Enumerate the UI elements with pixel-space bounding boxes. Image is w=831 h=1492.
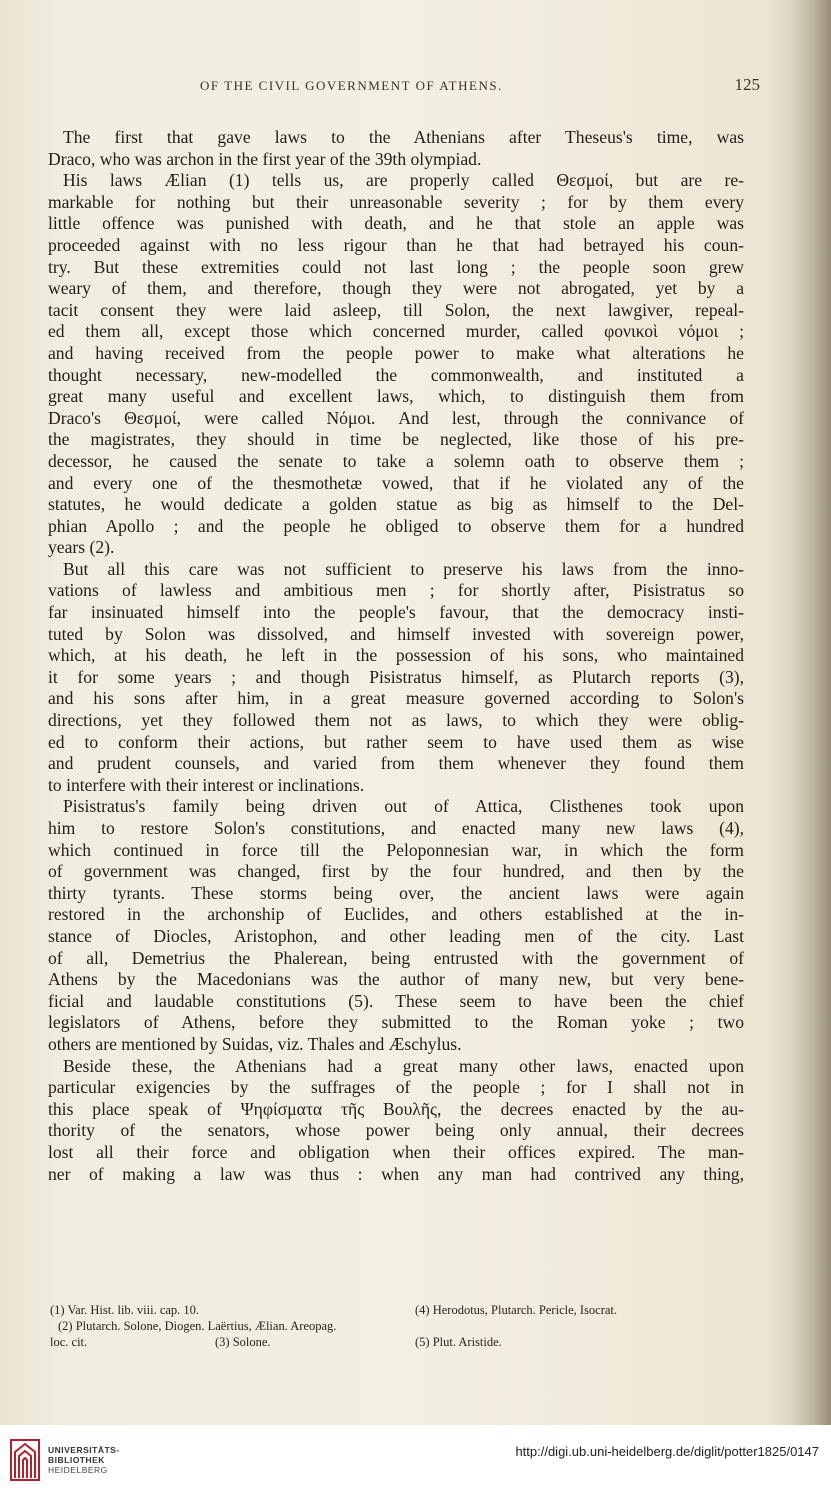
text-line: restored in the archonship of Euclides, and others established at the in- xyxy=(48,904,744,925)
text-line: little offence was punished with death, and he that stole an apple was xyxy=(48,213,744,234)
text-line: great many useful and excellent laws, which, to distinguish them from xyxy=(48,386,744,407)
university-library-logo-icon xyxy=(10,1438,40,1482)
text-line: stance of Diocles, Aristophon, and other leading men of the city. Last xyxy=(48,925,744,946)
text-line: ner of making a law was thus : when any man had contrived any thing, xyxy=(48,1163,744,1184)
text-line: tuted by Solon was dissolved, and himself invested with sovereign power, xyxy=(48,623,744,644)
footnote-row xyxy=(50,1318,750,1334)
text-line: ed to conform their actions, but rather seem to have used them as wise xyxy=(48,731,744,752)
text-line: which, at his death, he left in the possession of his sons, who maintained xyxy=(48,645,744,666)
text-line: others are mentioned by Suidas, viz. Thales and Æschylus. xyxy=(48,1033,462,1054)
text-line: legislators of Athens, before they submitted to the Roman yoke ; two xyxy=(48,1012,744,1033)
text-line: this place speak of Ψηφίσματα τῆς Βουλῆς, the decrees enacted by the au- xyxy=(48,1098,744,1119)
text-line: which continued in force till the Peloponnesian war, in which the form xyxy=(48,839,744,860)
text-line: markable for nothing but their unreasonable severity ; for by them every xyxy=(48,191,744,212)
text-line: lost all their force and obligation when their offices expired. The man- xyxy=(48,1141,744,1162)
text-line: ficial and laudable constitutions (5). These seem to have been the chief xyxy=(48,990,744,1011)
text-line: Athens by the Macedonians was the author of many new, but very bene- xyxy=(48,969,744,990)
text-line: him to restore Solon's constitutions, and enacted many new laws (4), xyxy=(48,818,744,838)
text-line: and prudent counsels, and varied from them whenever they found them xyxy=(48,753,744,774)
library-name-line-2: BIBLIOTHEK xyxy=(48,1455,105,1465)
text-line: The first that gave laws to the Athenians after Theseus's time, was xyxy=(63,127,744,147)
footnote-row xyxy=(50,1302,750,1318)
text-line: His laws Ælian (1) tells us, are properly called Θεσμοί, but are re- xyxy=(63,170,744,191)
text-line: proceeded against with no less rigour than he that had betrayed his coun- xyxy=(48,234,744,255)
footnote-1: (1) Var. Hist. lib. viii. cap. 10. xyxy=(50,1303,200,1317)
footnote-5: (5) Plut. Aristide. xyxy=(415,1335,502,1349)
source-url-link[interactable]: http://digi.ub.uni-heidelberg.de/diglit/potter1825/0147 xyxy=(515,1444,819,1459)
text-line: and his sons after him, in a great measure governed according to Solon's xyxy=(48,688,744,709)
text-line: ed them all, except those which concerned murder, called φονικοὶ νόμοι ; xyxy=(48,321,744,342)
text-line: statutes, he would dedicate a golden statue as big as himself to the Del- xyxy=(48,494,744,515)
text-line: Draco's Θεσμοί, were called Νόμοι. And lest, through the connivance of xyxy=(48,407,744,428)
text-line: thority of the senators, whose power being only annual, their decrees xyxy=(48,1120,744,1141)
book-spine-shadow xyxy=(791,0,831,1425)
footnote-row xyxy=(50,1334,750,1350)
text-line: and having received from the people power to make what alterations he xyxy=(48,342,744,363)
footnotes xyxy=(50,1302,750,1350)
text-line: it for some years ; and though Pisistratus himself, as Plutarch reports (3), xyxy=(48,666,744,687)
text-line: try. But these extremities could not last long ; the people soon grew xyxy=(48,256,744,277)
text-line: of government was changed, first by the four hundred, and then by the xyxy=(48,861,744,882)
running-header xyxy=(200,75,760,98)
text-line: Beside these, the Athenians had a great many other laws, enacted upon xyxy=(63,1055,744,1076)
library-name-line-1: UNIVERSITÄTS- xyxy=(48,1445,120,1455)
library-name-line-3: HEIDELBERG xyxy=(48,1465,108,1475)
text-line: decessor, he caused the senate to take a solemn oath to observe them ; xyxy=(48,450,744,471)
text-line: of all, Demetrius the Phalerean, being entrusted with the government of xyxy=(48,947,744,968)
text-line: years (2). xyxy=(48,537,115,558)
text-line: phian Apollo ; and the people he obliged to observe them for a hundred xyxy=(48,515,744,536)
text-line: thought necessary, new-modelled the commonwealth, and instituted a xyxy=(48,364,744,385)
text-line: tacit consent they were laid asleep, till Solon, the next lawgiver, repeal- xyxy=(48,299,744,320)
text-line: thirty tyrants. These storms being over, the ancient laws were again xyxy=(48,882,744,903)
text-line: Draco, who was archon in the first year of the 39th olympiad. xyxy=(48,148,482,169)
footnote-4: (4) Herodotus, Plutarch. Pericle, Isocrat. xyxy=(415,1303,618,1317)
text-line: vations of lawless and ambitious men ; for shortly after, Pisistratus so xyxy=(48,580,744,601)
footnote-loc-cit: loc. cit. xyxy=(50,1335,88,1349)
text-line: far insinuated himself into the people's favour, that the democracy insti- xyxy=(48,602,744,623)
running-title: OF THE CIVIL GOVERNMENT OF ATHENS. xyxy=(200,78,503,93)
footnote-3: (3) Solone. xyxy=(215,1335,271,1349)
body-text xyxy=(48,127,744,1185)
text-line: weary of them, and therefore, though they were not abrogated, yet by a xyxy=(48,278,744,299)
text-line: to interfere with their interest or inclinations. xyxy=(48,774,365,795)
text-line: Pisistratus's family being driven out of Attica, Clisthenes took upon xyxy=(63,796,744,817)
text-line: the magistrates, they should in time be neglected, like those of his pre- xyxy=(48,429,744,450)
page-number: 125 xyxy=(734,75,760,94)
text-line: particular exigencies by the suffrages of the people ; for I shall not in xyxy=(48,1077,744,1098)
text-line: But all this care was not sufficient to preserve his laws from the inno- xyxy=(63,558,744,579)
text-line: directions, yet they followed them not as laws, to which they were oblig- xyxy=(48,710,744,731)
library-name xyxy=(48,1445,120,1475)
text-line: and every one of the thesmothetæ vowed, that if he violated any of the xyxy=(48,472,744,493)
footnote-2: (2) Plutarch. Solone, Diogen. Laërtius, Ælian. Areopag. xyxy=(58,1319,337,1333)
